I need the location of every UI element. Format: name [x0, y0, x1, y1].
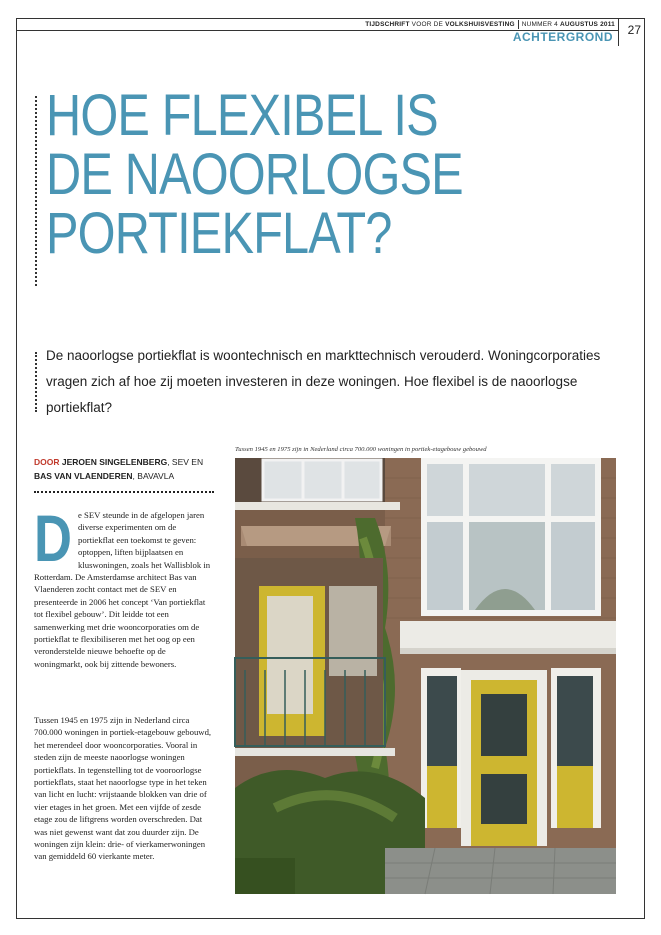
frame-right-rule: [644, 18, 645, 919]
frame-bottom-rule: [16, 918, 645, 919]
article-title: [46, 83, 516, 266]
dropcap-letter: D: [34, 501, 72, 575]
dropcap: [34, 501, 72, 575]
journal-name-plain: VOOR DE: [411, 21, 444, 29]
body-paragraph-1: [34, 501, 214, 670]
title-line-2: DE NAOORLOGSE: [46, 142, 463, 207]
byline-org-2: , BAVAVLA: [132, 471, 175, 481]
building-photo: [235, 458, 616, 894]
body-paragraph-2: Tussen 1945 en 1975 zijn in Nederland circa 700.000 woningen in portiek-etagebouw gebouwd, het merendeel door wooncorporaties. Vooral in steden zijn de meeste naoorlogse woningen portiekflats. In tegenstelling tot de vooroorlogse portiekflats, staat het naoorlogse type in het teken van licht en lucht: vrijstaande blokken van drie of vier etages in het groen. Met een vijfde of zesde etage zou de liftgrens worden overschreden. Dat was niet gewenst want dat zou duurder zijn. De woningen zijn klein: drie- of vierkamerwoningen van gemiddeld 60 vierkante meter.: [34, 715, 212, 862]
journal-name-bold-2: VOLKSHUISVESTING: [445, 21, 515, 29]
article-intro: De naoorlogse portiekflat is woontechnisch en markttechnisch verouderd. Woningcorporaties vragen zich af hoe zij moeten investeren in deze woningen. Hoe flexibel is de naoorlogse portiekflat?: [46, 348, 601, 415]
byline-org-1: , SEV EN: [167, 457, 204, 467]
paragraph-1-text: e SEV steunde in de afgelopen jaren diverse experimenten om de portiekflat een toekomst te geven: optoppen, liften bijplaatsen en kluswoningen, zoals het Wallisblok in Rotterdam. De Amsterdamse architect Bas van Vlaenderen zocht contact met de SEV en presenteerde in 2006 het concept ‘Van portiekflat tot flexibel gebouw’. Dit leidde tot een samenwerking met drie wooncorporaties om de portiekflat te flexibiliseren met het oog op een veronderstelde nieuwe behoefte op de woningmarkt, ook bij zittende bewoners.: [34, 510, 211, 669]
intro-margin-dots: [35, 352, 37, 412]
byline-author-1: JEROEN SINGELENBERG: [61, 457, 168, 467]
title-line-1: HOE FLEXIBEL IS: [46, 83, 438, 148]
journal-name-bold: TIJDSCHRIFT: [365, 21, 410, 29]
byline-author-2: BAS VAN VLAENDEREN: [34, 471, 133, 481]
issue-number: NUMMER 4: [521, 21, 558, 29]
section-label: ACHTERGROND: [512, 30, 613, 44]
byline-rule: [34, 491, 214, 493]
running-header: [365, 20, 615, 29]
byline: [34, 455, 219, 483]
frame-top-rule: [16, 18, 645, 19]
frame-left-rule: [16, 18, 17, 919]
issue-date: AUGUSTUS 2011: [560, 21, 615, 29]
byline-door: DOOR: [34, 457, 60, 467]
title-margin-dots: [35, 96, 37, 286]
header-separator: [518, 20, 519, 29]
photo-caption: Tussen 1945 en 1975 zijn in Nederland circa 700.000 woningen in portiek-etagebouw gebouwd: [235, 446, 487, 453]
title-line-3: PORTIEKFLAT?: [46, 201, 392, 266]
page-number: 27: [627, 23, 641, 37]
